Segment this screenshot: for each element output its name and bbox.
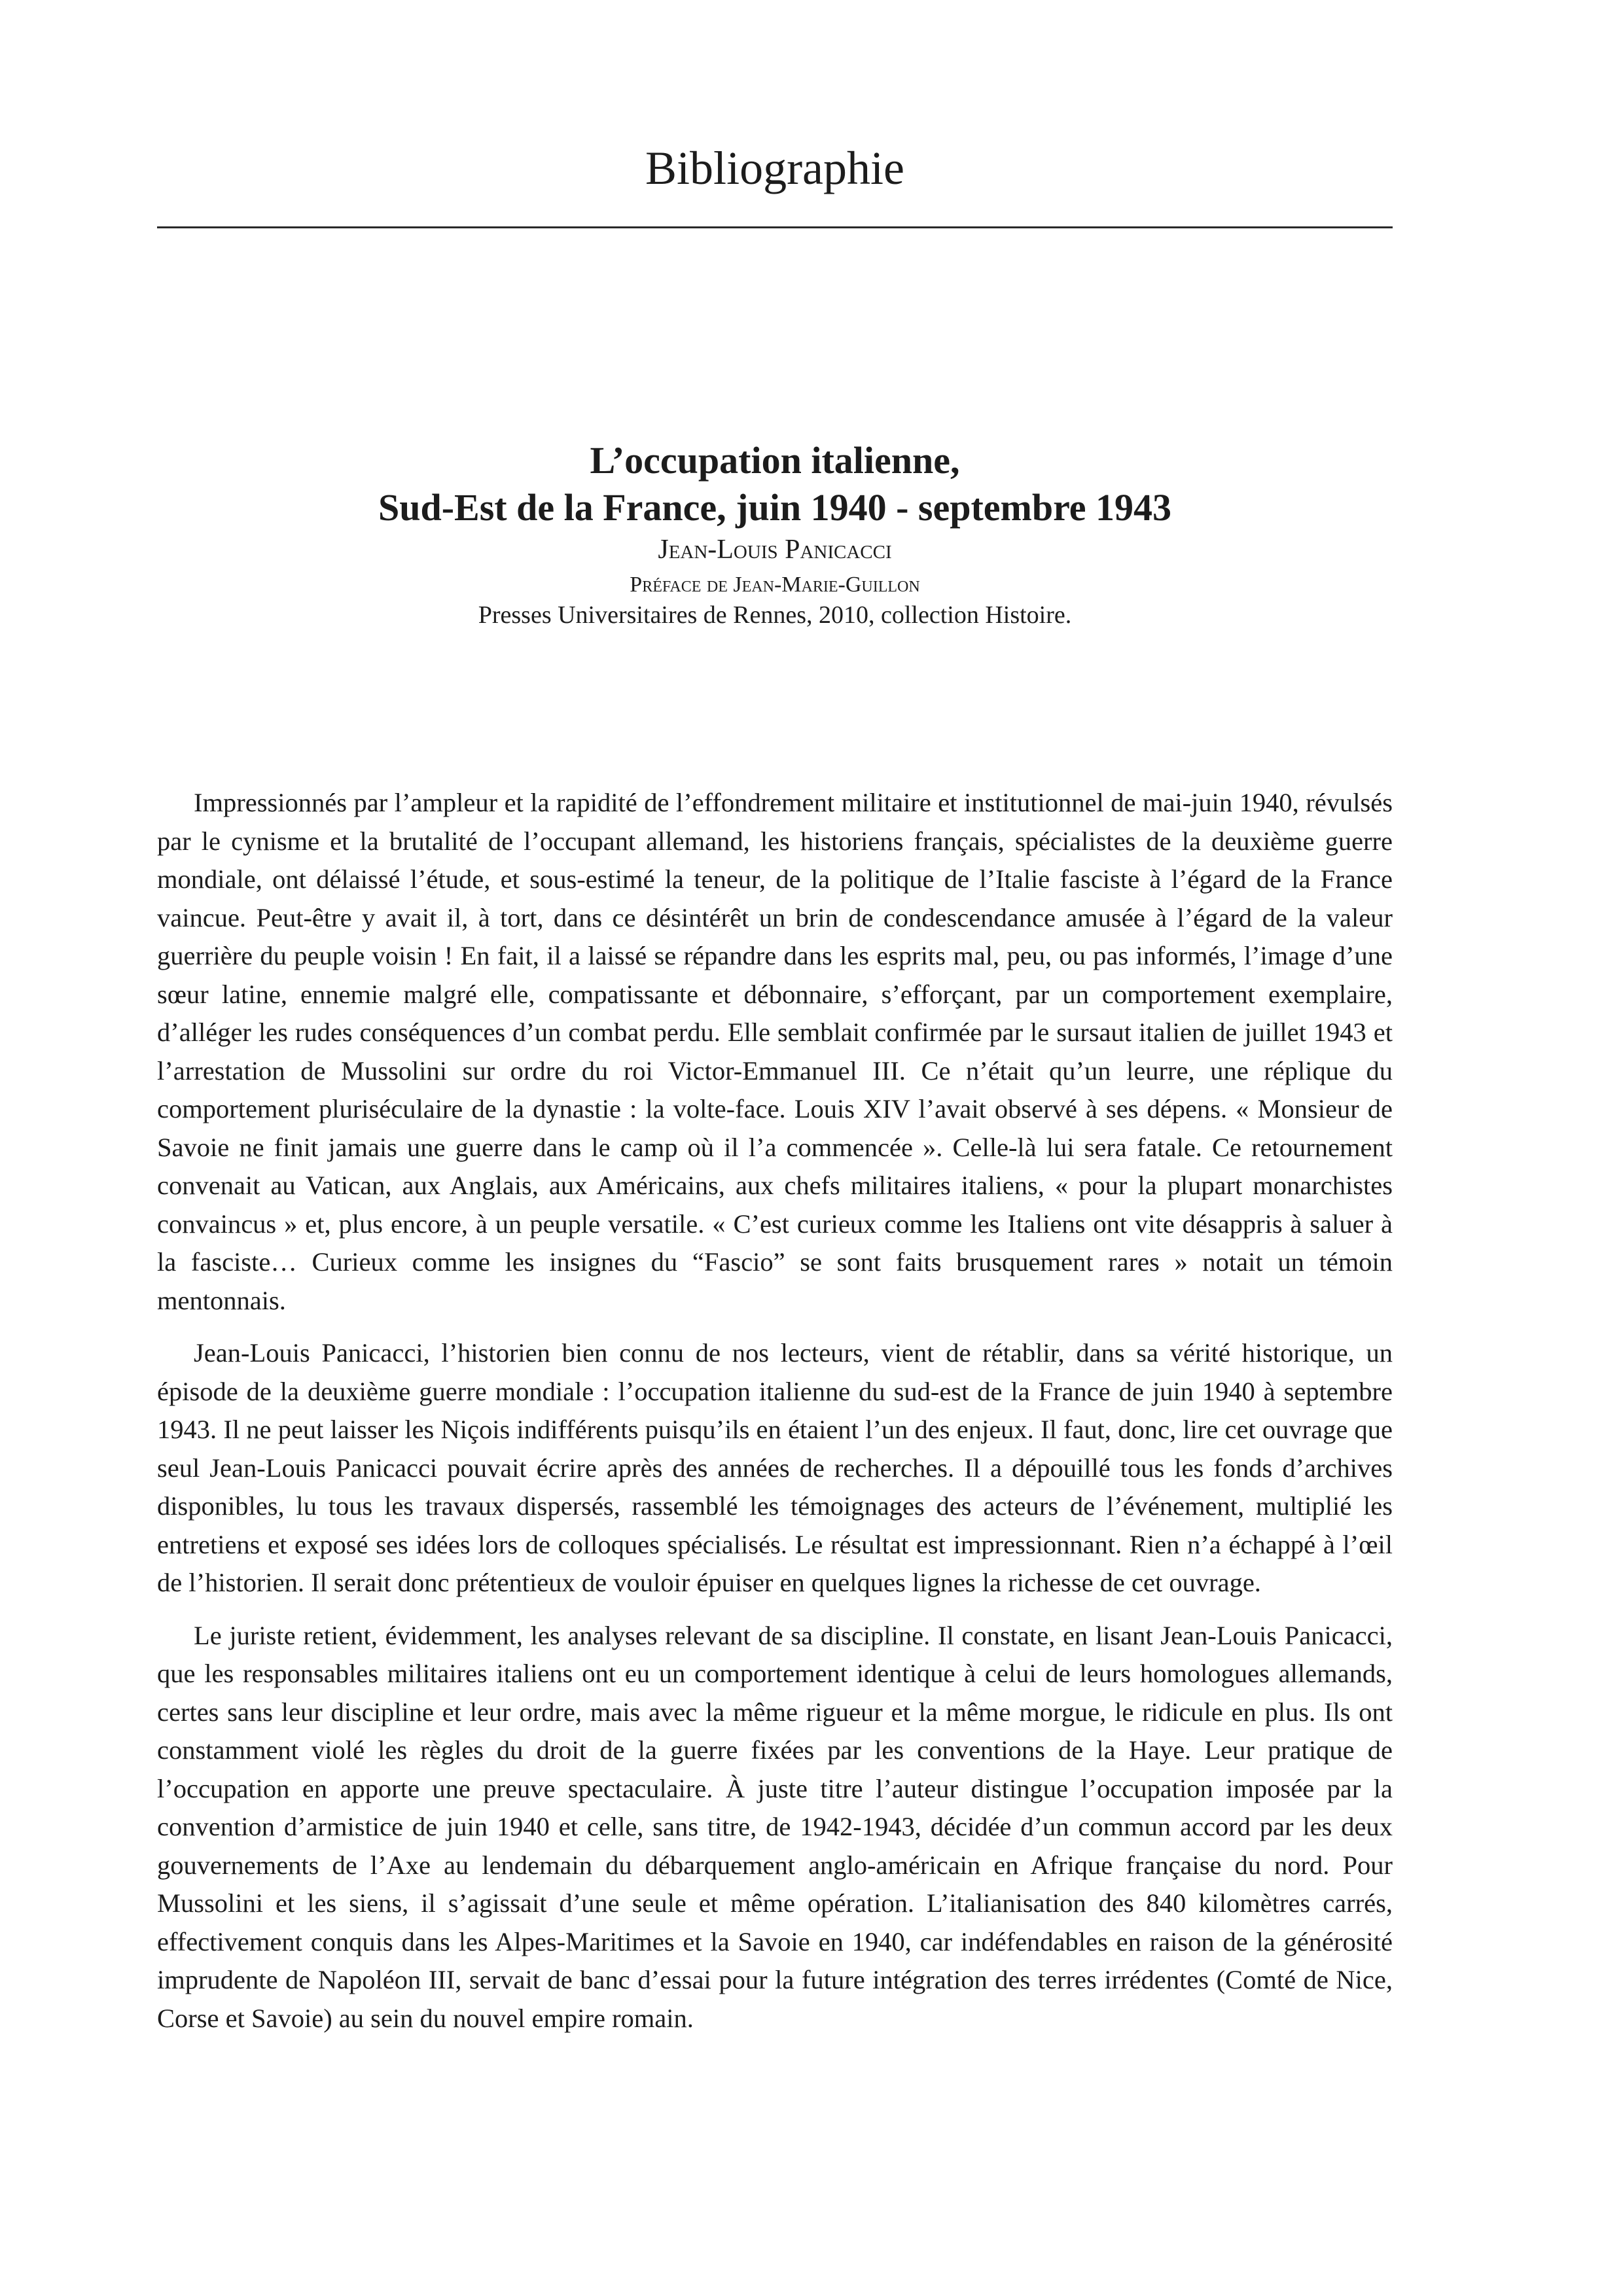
book-preface: Préface de Jean-Marie-Guillon bbox=[630, 573, 920, 597]
book-title-line-2: Sud-Est de la France, juin 1940 - septembre 1943 bbox=[378, 486, 1172, 529]
book-title-line-1: L’occupation italienne, bbox=[590, 439, 960, 482]
book-author: Jean-Louis Panicacci bbox=[658, 535, 892, 565]
book-publisher: Presses Universitaires de Rennes, 2010, collection Histoire. bbox=[478, 601, 1072, 629]
book-reference bbox=[157, 437, 1393, 631]
paragraph: Impressionnés par l’ampleur et la rapidité de l’effondrement militaire et institutionnel de mai-juin 1940, révulsés par le cynisme et la brutalité de l’occupant allemand, les historiens français, spécialistes de la deuxième guerre mondiale, ont délaissé l’étude, et sous-estimé la teneur, de la politique de l’Italie fasciste à l’égard de la France vaincue. Peut-être y avait il, à tort, dans ce désintérêt un brin de condescendance amusée à l’égard de la valeur guerrière du peuple voisin ! En fait, il a laissé se répandre dans les esprits mal, peu, ou pas informés, l’image d’une sœur latine, ennemie malgré elle, compatissante et débonnaire, s’efforçant, par un comportement exemplaire, d’alléger les rudes conséquences d’un combat perdu. Elle semblait confirmée par le sursaut italien de juillet 1943 et l’arrestation de Mussolini sur ordre du roi Victor-Emmanuel III. Ce n’était qu’un leurre, une réplique du comportement pluriséculaire de la dynastie : la volte-face. Louis XIV l’avait observé à ses dépens. « Monsieur de Savoie ne finit jamais une guerre dans le camp où il l’a commencée ». Celle-là lui sera fatale. Ce retournement convenait au Vatican, aux Anglais, aux Américains, aux chefs militaires italiens, « pour la plupart monarchistes convaincus » et, plus encore, à un peuple versatile. « C’est curieux comme les Italiens ont vite désappris à saluer à la fasciste… Curieux comme les insignes du “Fascio” se sont faits brusquement rares » notait un témoin mentonnais. bbox=[157, 788, 1393, 1315]
heading-rule bbox=[157, 226, 1393, 228]
section-heading: Bibliographie bbox=[645, 142, 904, 194]
paragraph: Le juriste retient, évidemment, les analyses relevant de sa discipline. Il constate, en lisant Jean-Louis Panicacci, que les responsables militaires italiens ont eu un comportement identique à celui de leurs homologues allemands, certes sans leur discipline et leur ordre, mais avec la même rigueur et la même morgue, le ridicule en plus. Ils ont constamment violé les règles du droit de la guerre fixées par les conventions de la Haye. Leur pratique de l’occupation en apporte une preuve spectaculaire. À juste titre l’auteur distingue l’occupation imposée par la convention d’armistice de juin 1940 et celle, sans titre, de 1942-1943, décidée d’un commun accord par les deux gouvernements de l’Axe au lendemain du débarquement anglo-américain en Afrique française du nord. Pour Mussolini et les siens, il s’agissait d’une seule et même opération. L’italianisation des 840 kilomètres carrés, effectivement conquis dans les Alpes-Maritimes et la Savoie en 1940, car indéfendables en raison de la générosité imprudente de Napoléon III, servait de banc d’essai pour la future intégration des terres irrédentes (Comté de Nice, Corse et Savoie) au sein du nouvel empire romain. bbox=[157, 1620, 1393, 2033]
paragraph: Jean-Louis Panicacci, l’historien bien connu de nos lecteurs, vient de rétablir, dans sa vérité historique, un épisode de la deuxième guerre mondiale : l’occupation italienne du sud-est de la France de juin 1940 à septembre 1943. Il ne peut laisser les Niçois indifférents puisqu’ils en étaient l’un des enjeux. Il faut, donc, lire cet ouvrage que seul Jean-Louis Panicacci pouvait écrire après des années de recherches. Il a dépouillé tous les fonds d’archives disponibles, lu tous les travaux dispersés, rassemblé les témoignages des acteurs de l’événement, multiplié les entretiens et exposé ses idées lors de colloques spécialisés. Le résultat est impressionnant. Rien n’a échappé à l’œil de l’historien. Il serait donc prétentieux de vouloir épuiser en quelques lignes la richesse de cet ouvrage. bbox=[157, 1338, 1393, 1597]
review-body bbox=[157, 784, 1393, 2052]
